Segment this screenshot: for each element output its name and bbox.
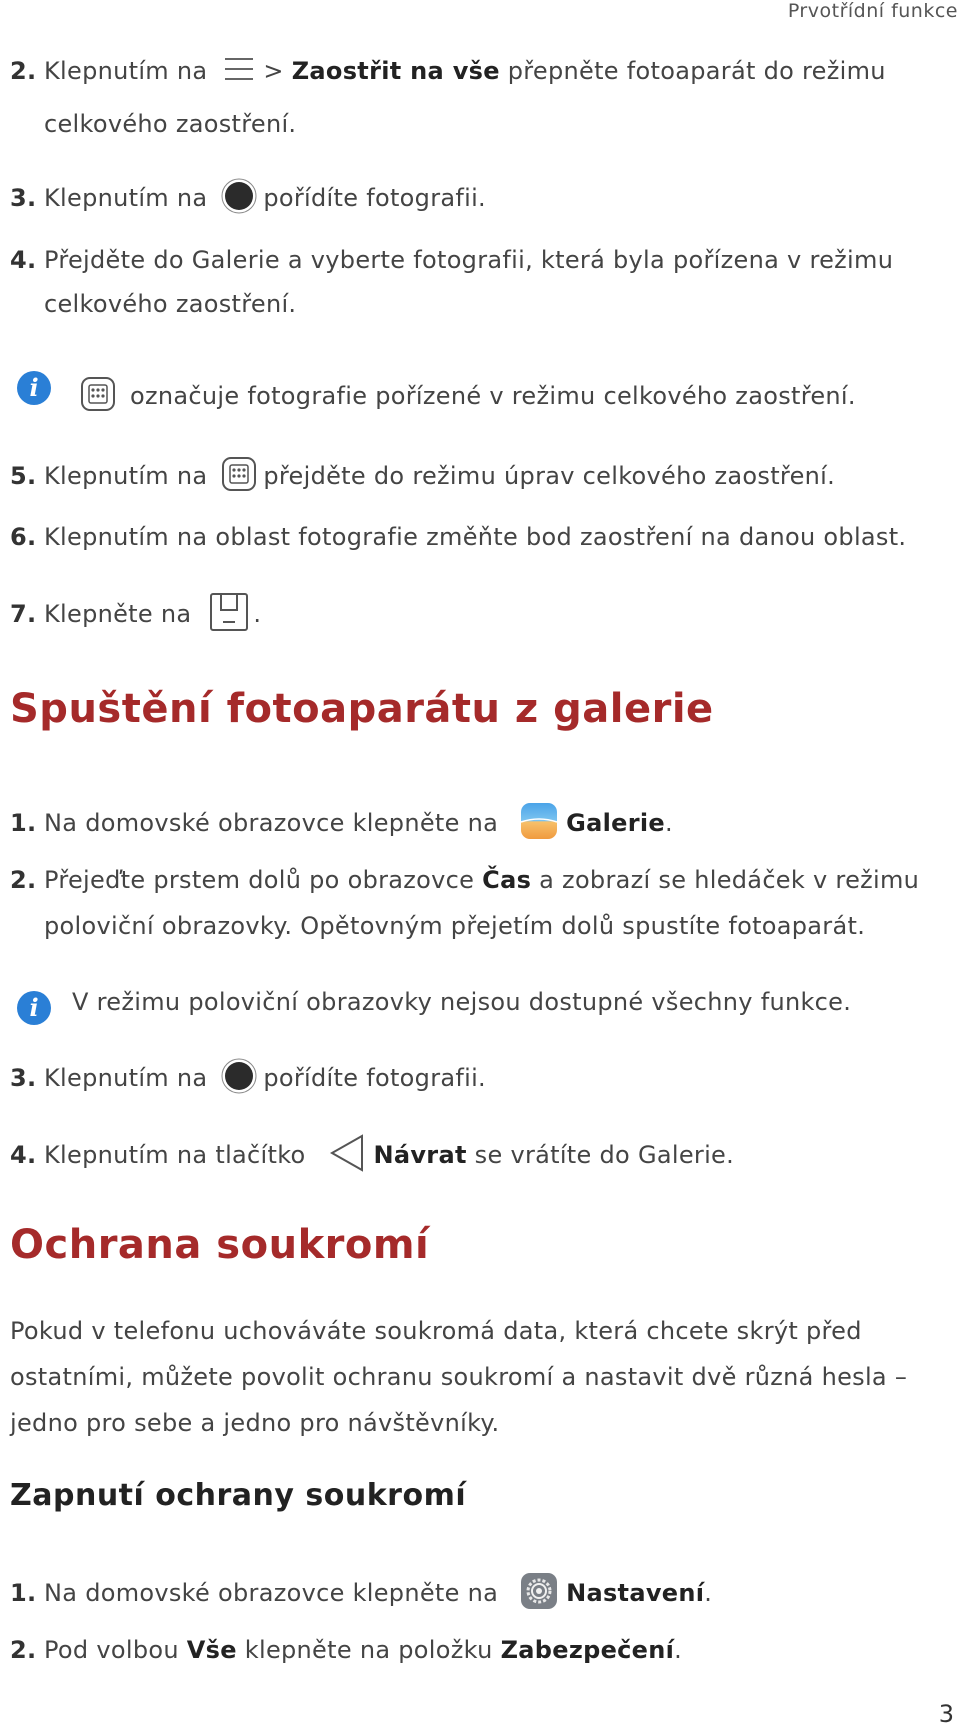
- step-number: 2.: [10, 57, 37, 85]
- allfocus-icon: [80, 376, 116, 418]
- shutter-icon: [221, 1058, 257, 1100]
- gallery-app-icon: [520, 802, 558, 846]
- allfocus-edit-icon: [221, 456, 257, 498]
- section-title-gallery: Spuštění fotoaparátu z galerie: [10, 686, 714, 732]
- save-icon: [209, 592, 249, 638]
- note-allfocus: označuje fotografie pořízené v režimu celkového zaostření.: [80, 376, 856, 418]
- gallery-step-4: 4. Klepnutím na tlačítko Návrat se vrátíte do Galerie.: [10, 1134, 734, 1178]
- step-3-line: 3. Klepnutím na pořídíte fotografii.: [10, 178, 486, 220]
- settings-app-icon: [520, 1572, 558, 1616]
- menu-icon: [223, 56, 255, 88]
- info-icon: i: [17, 371, 51, 405]
- step-2-line: 2. Klepnutím na > Zaostřit na vše přepněte fotoaparát do režimu: [10, 56, 886, 88]
- gallery-step-3: 3. Klepnutím na pořídíte fotografii.: [10, 1058, 486, 1100]
- gallery-step-2: 2. Přejeďte prstem dolů po obrazovce Čas a zobrazí se hledáček v režimu: [10, 866, 920, 894]
- back-icon: [329, 1134, 365, 1178]
- privacy-step-1: 1. Na domovské obrazovce klepněte na Nastavení.: [10, 1572, 712, 1616]
- section-header: Prvotřídní funkce: [787, 0, 958, 22]
- privacy-step-2: 2. Pod volbou Vše klepněte na položku Zabezpečení.: [10, 1636, 683, 1664]
- gallery-step-2-line-2: poloviční obrazovky. Opětovným přejetím dolů spustíte fotoaparát.: [44, 912, 866, 940]
- step-4-line-2: celkového zaostření.: [44, 290, 297, 318]
- shutter-icon: [221, 178, 257, 220]
- step-5-line: 5. Klepnutím na přejděte do režimu úprav celkového zaostření.: [10, 456, 835, 498]
- subsection-title-enable-privacy: Zapnutí ochrany soukromí: [10, 1478, 467, 1513]
- note-halfscreen: V režimu poloviční obrazovky nejsou dostupné všechny funkce.: [72, 988, 852, 1016]
- info-icon: i: [17, 991, 51, 1025]
- section-title-privacy: Ochrana soukromí: [10, 1222, 430, 1268]
- page-number: 3: [938, 1700, 954, 1728]
- step-2-line-2: celkového zaostření.: [44, 110, 297, 138]
- step-4-line: 4. Přejděte do Galerie a vyberte fotografii, která byla pořízena v režimu: [10, 246, 894, 274]
- step-7-line: 7. Klepněte na .: [10, 592, 261, 638]
- step-6-line: 6. Klepnutím na oblast fotografie změňte bod zaostření na danou oblast.: [10, 523, 907, 551]
- gallery-step-1: 1. Na domovské obrazovce klepněte na Galerie.: [10, 802, 673, 846]
- privacy-paragraph: Pokud v telefonu uchováváte soukromá data, která chcete skrýt před ostatními, můžete povolit ochranu soukromí a nastavit dvě různá hesla – jedno pro sebe a jedno pro návštěvníky.: [10, 1317, 908, 1437]
